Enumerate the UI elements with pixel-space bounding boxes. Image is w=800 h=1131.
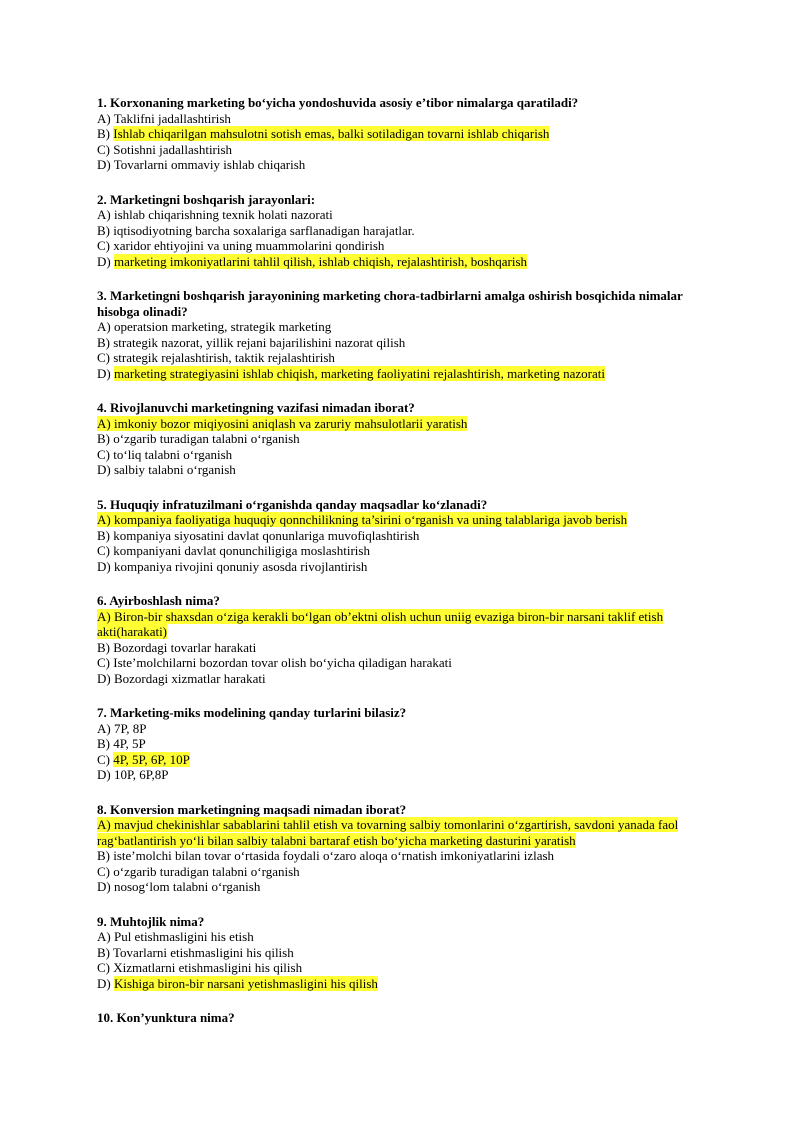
- option-text: to‘liq talabni o‘rganish: [113, 446, 233, 462]
- option-prefix: A): [97, 319, 114, 334]
- option-prefix: D): [97, 670, 114, 686]
- option-text: kompaniya rivojini qonuniy asosda rivojlantirish: [113, 558, 368, 574]
- option-prefix: D): [97, 767, 114, 782]
- option-prefix: C): [97, 446, 114, 462]
- option-text: 4P, 5P: [113, 736, 146, 751]
- question-title: 5. Huquqiy infratuzilmani o‘rganishda qanday maqsadlar ko‘zlanadi?: [97, 496, 488, 512]
- option-prefix: B): [97, 431, 114, 446]
- answer-option: [97, 366, 717, 382]
- option-text-highlighted: A) Biron-bir shaxsdan o‘ziga kerakli bo‘lgan ob’ektni olish uchun uniig evaziga biron-bir narsani taklif etish akti(harakati): [97, 608, 664, 639]
- option-prefix: D): [97, 157, 114, 172]
- question-block: [97, 288, 717, 381]
- answer-option: [97, 126, 717, 142]
- answer-option: [97, 238, 717, 254]
- answer-option: [97, 752, 717, 768]
- option-text: kompaniya siyosatini davlat qonunlariga muvofiqlashtirish: [113, 527, 420, 543]
- option-prefix: C): [97, 350, 114, 365]
- question-title: 7. Marketing-miks modelining qanday turlarini bilasiz?: [97, 705, 407, 720]
- option-text-highlighted: 4P, 5P, 6P, 10P: [113, 751, 190, 767]
- option-text: kompaniyani davlat qonunchiligiga moslashtirish: [113, 543, 370, 558]
- option-text: xaridor ehtiyojini va uning muammolarini qondirish: [113, 238, 385, 253]
- answer-option: [97, 319, 717, 335]
- option-prefix: D): [97, 558, 114, 574]
- answer-option: [97, 416, 717, 432]
- answer-option: [97, 945, 717, 961]
- option-prefix: D): [97, 975, 114, 991]
- option-prefix: D): [97, 879, 114, 894]
- option-text: iste’molchi bilan tovar o‘rtasida foydali o‘zaro aloqa o‘rnatish imkoniyatlarini izlash: [113, 848, 555, 863]
- option-text: Iste’molchilarni bozordan tovar olish bo‘yicha qiladigan harakati: [113, 655, 452, 670]
- option-prefix: A): [97, 929, 114, 944]
- answer-option: [97, 848, 717, 864]
- question-block: [97, 497, 717, 575]
- answer-option: [97, 879, 717, 895]
- question-block: [97, 914, 717, 992]
- option-text: ishlab chiqarishning texnik holati nazorati: [113, 207, 333, 222]
- answer-option: [97, 335, 717, 351]
- answer-option: [97, 207, 717, 223]
- option-text-highlighted: A) mavjud chekinishlar sabablarini tahlil etish va tovarning salbiy tomonlarini o‘zgartirish, savdoni yanada faol rag‘batlantirish yo‘li bilan salbiy talabni bartaraf etish bo‘yicha marketing dasturini yaratish: [97, 817, 679, 848]
- answer-option: [97, 157, 717, 173]
- answer-option: [97, 864, 717, 880]
- option-prefix: C): [97, 238, 114, 253]
- option-prefix: D): [97, 365, 114, 381]
- option-text: Bozordagi tovarlar harakati: [113, 639, 257, 655]
- question-block: [97, 705, 717, 783]
- option-text: operatsion marketing, strategik marketing: [113, 319, 332, 334]
- answer-option: [97, 254, 717, 270]
- answer-option: [97, 431, 717, 447]
- option-prefix: D): [97, 462, 114, 477]
- option-text: iqtisodiyotning barcha soxalariga sarflanadigan harajatlar.: [113, 222, 415, 238]
- question-title: 9. Muhtojlik nima?: [97, 913, 205, 929]
- option-text: 7P, 8P: [113, 720, 147, 736]
- option-text: Pul etishmasligini his etish: [113, 929, 254, 944]
- option-prefix: B): [97, 222, 114, 238]
- option-text: Bozordagi xizmatlar harakati: [113, 670, 266, 686]
- option-text-highlighted: Kishiga biron-bir narsani yetishmasligini his qilish: [113, 975, 378, 991]
- answer-option: [97, 640, 717, 656]
- option-text-highlighted: marketing strategiyasini ishlab chiqish, marketing faoliyatini rejalashtirish, marketing nazorati: [113, 365, 605, 381]
- answer-option: [97, 447, 717, 463]
- option-prefix: B): [97, 944, 114, 960]
- question-title: 10. Kon’yunktura nima?: [97, 1010, 235, 1025]
- question-block: [97, 192, 717, 270]
- option-text: Tovarlarni etishmasligini his qilish: [113, 944, 294, 960]
- question-block: [97, 400, 717, 478]
- option-text: Sotishni jadallashtirish: [113, 141, 233, 157]
- option-prefix: C): [97, 863, 114, 879]
- answer-option: [97, 671, 717, 687]
- option-prefix: C): [97, 751, 114, 767]
- option-prefix: C): [97, 960, 114, 975]
- answer-option: [97, 655, 717, 671]
- option-prefix: B): [97, 848, 114, 863]
- option-text-highlighted: A) kompaniya faoliyatiga huquqiy qonnchilikning ta’sirini o‘rganish va uning talablariga javob berish: [97, 512, 628, 527]
- option-text-highlighted: Ishlab chiqarilgan mahsulotni sotish emas, balki sotiladigan tovarni ishlab chiqarish: [113, 126, 550, 141]
- answer-option: [97, 736, 717, 752]
- option-prefix: C): [97, 141, 114, 157]
- answer-option: [97, 142, 717, 158]
- option-prefix: A): [97, 207, 114, 222]
- question-block: [97, 593, 717, 686]
- option-text: o‘zgarib turadigan talabni o‘rganish: [113, 863, 300, 879]
- question-title: 8. Konversion marketingning maqsadi nimadan iborat?: [97, 801, 407, 817]
- option-text: nosog‘lom talabni o‘rganish: [113, 879, 261, 894]
- answer-option: [97, 976, 717, 992]
- question-title: 1. Korxonaning marketing bo‘yicha yondoshuvida asosiy e’tibor nimalarga qaratiladi?: [97, 95, 579, 110]
- option-prefix: C): [97, 543, 114, 558]
- answer-option: [97, 223, 717, 239]
- option-text: Tovarlarni ommaviy ishlab chiqarish: [113, 157, 306, 172]
- question-title: 2. Marketingni boshqarish jarayonlari:: [97, 191, 316, 207]
- option-prefix: A): [97, 110, 114, 126]
- option-prefix: B): [97, 527, 114, 543]
- option-prefix: A): [97, 720, 114, 736]
- option-text: strategik nazorat, yillik rejani bajarilishini nazorat qilish: [113, 334, 406, 350]
- answer-option: [97, 543, 717, 559]
- option-text-highlighted: A) imkoniy bozor miqiyosini aniqlash va zaruriy mahsulotlarii yaratish: [97, 415, 468, 431]
- answer-option: [97, 559, 717, 575]
- option-prefix: D): [97, 253, 114, 269]
- option-prefix: B): [97, 126, 114, 141]
- option-prefix: C): [97, 655, 114, 670]
- option-text: strategik rejalashtirish, taktik rejalashtirish: [113, 350, 335, 365]
- option-text: o‘zgarib turadigan talabni o‘rganish: [113, 431, 300, 446]
- question-title: 6. Ayirboshlash nima?: [97, 593, 220, 608]
- option-text: 10P, 6P,8P: [113, 767, 169, 782]
- document-page: [97, 95, 717, 1045]
- answer-option: [97, 960, 717, 976]
- answer-option: [97, 817, 717, 848]
- option-prefix: B): [97, 639, 114, 655]
- option-prefix: B): [97, 736, 114, 751]
- question-title: 4. Rivojlanuvchi marketingning vazifasi nimadan iborat?: [97, 400, 415, 415]
- option-text: Taklifni jadallashtirish: [113, 110, 231, 126]
- answer-option: [97, 111, 717, 127]
- option-text: Xizmatlarni etishmasligini his qilish: [113, 960, 303, 975]
- answer-option: [97, 512, 717, 528]
- question-title: 3. Marketingni boshqarish jarayonining marketing chora-tadbirlarni amalga oshirish bosqichida nimalar hisobga olinadi?: [97, 288, 683, 319]
- question-block: [97, 95, 717, 173]
- answer-option: [97, 767, 717, 783]
- answer-option: [97, 929, 717, 945]
- answer-option: [97, 350, 717, 366]
- answer-option: [97, 609, 717, 640]
- answer-option: [97, 462, 717, 478]
- question-block: [97, 1010, 717, 1026]
- answer-option: [97, 721, 717, 737]
- option-text: salbiy talabni o‘rganish: [113, 462, 236, 477]
- option-text-highlighted: marketing imkoniyatlarini tahlil qilish, ishlab chiqish, rejalashtirish, boshqarish: [113, 253, 528, 269]
- option-prefix: B): [97, 334, 114, 350]
- answer-option: [97, 528, 717, 544]
- question-block: [97, 802, 717, 895]
